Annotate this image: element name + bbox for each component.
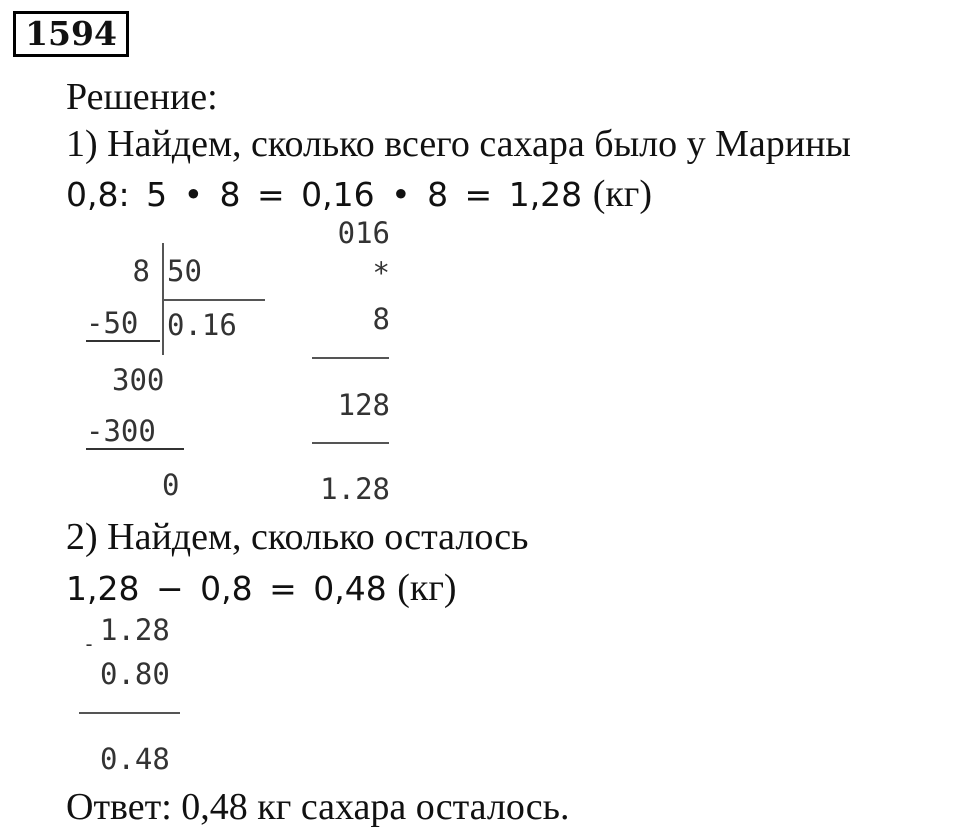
multiplication-top: 016 <box>337 216 390 250</box>
division-remainder-1: 300 <box>112 363 165 397</box>
multiplication-line-1 <box>312 357 389 359</box>
step2-equation <box>66 566 457 611</box>
answer-text: Ответ: 0,48 кг сахара осталось. <box>66 786 570 828</box>
multiplication-factor: 8 <box>372 302 390 336</box>
step2-equation-expression: 1,28 − 0,8 = 0,48 <box>66 569 387 608</box>
division-subtrahend-2: -300 <box>86 414 184 450</box>
multiplication-product: 128 <box>337 388 390 422</box>
solution-heading: Решение: <box>66 76 218 118</box>
step1-unit: (кг) <box>592 173 653 215</box>
problem-number: 1594 <box>25 14 117 53</box>
subtraction-line <box>79 712 180 714</box>
subtraction-subtrahend: 0.80 <box>100 657 170 691</box>
multiplication-operator: * <box>372 256 390 290</box>
division-dividend: 8 <box>132 254 150 288</box>
subtraction-result: 0.48 <box>100 742 170 776</box>
division-subtrahend-1: -50 <box>86 306 160 342</box>
division-quotient: 0.16 <box>167 308 237 342</box>
step1-equation <box>66 172 652 217</box>
subtraction-minus: - <box>83 632 96 656</box>
step2-text: 2) Найдем, сколько осталось <box>66 516 529 558</box>
step1-text: 1) Найдем, сколько всего сахара было у Марины <box>66 123 851 165</box>
step2-unit: (кг) <box>397 567 457 609</box>
multiplication-line-2 <box>312 442 389 444</box>
division-divisor: 50 <box>167 254 202 288</box>
subtraction-minuend: 1.28 <box>100 613 170 647</box>
division-remainder-2: 0 <box>162 468 180 502</box>
step1-equation-expression: 0,8: 5 • 8 = 0,16 • 8 = 1,28 <box>66 175 583 214</box>
division-bar-horizontal <box>162 299 265 301</box>
multiplication-result: 1.28 <box>320 472 390 506</box>
